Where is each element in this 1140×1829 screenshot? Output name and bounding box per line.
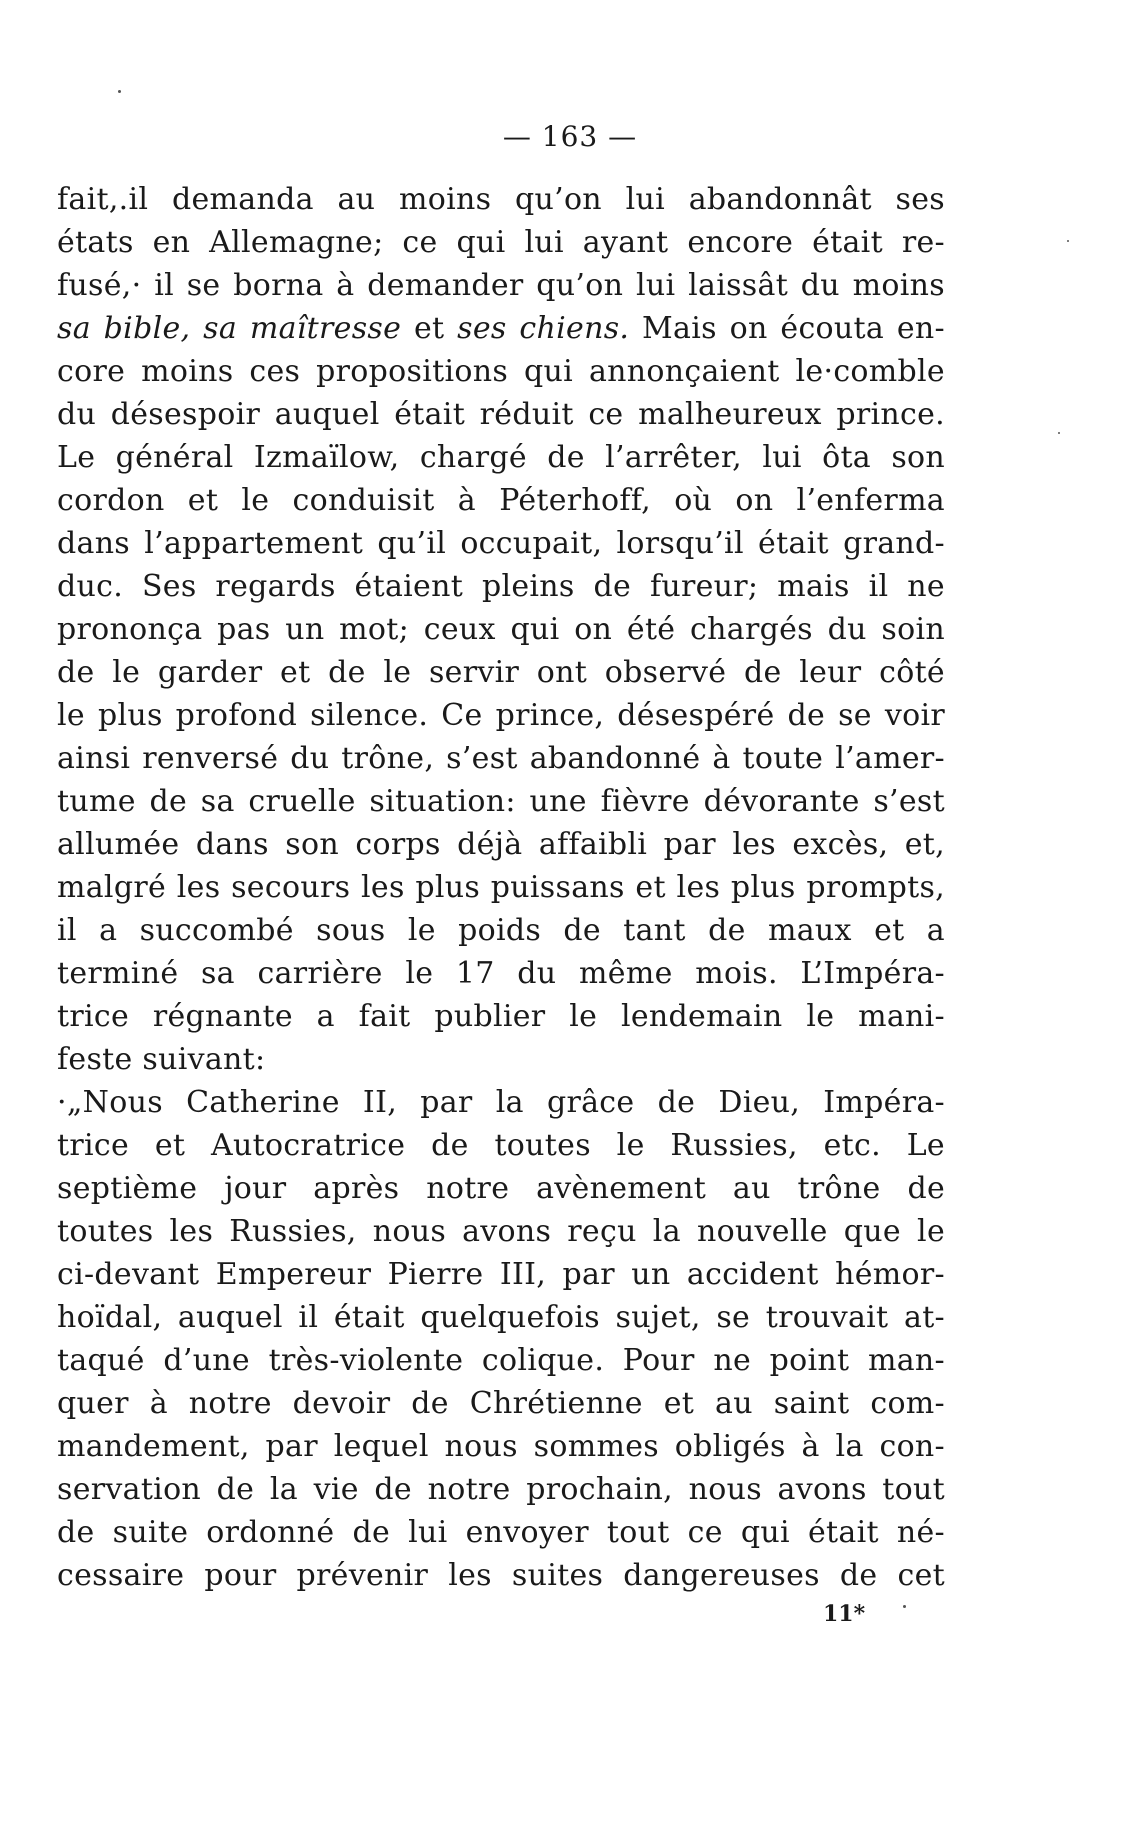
text-line: septième jour après notre avènement au trône de <box>57 1171 945 1206</box>
text-line: mandement, par lequel nous sommes obligés à la con- <box>57 1429 945 1464</box>
text-line: de le garder et de le servir ont observé de leur côté <box>57 655 945 690</box>
body-text <box>57 178 945 1597</box>
text-line: tume de sa cruelle situation: une fièvre dévorante s’est <box>57 784 945 819</box>
text-line: trice régnante a fait publier le lendemain le mani- <box>57 999 945 1034</box>
text-line: allumée dans son corps déjà affaibli par les excès, et, <box>57 827 945 862</box>
text-line: trice et Autocratrice de toutes le Russies, etc. Le <box>57 1128 945 1163</box>
text-line: sa bible, sa maîtresse et ses chiens. Mais on écouta en- <box>57 311 945 346</box>
text-line: ainsi renversé du trône, s’est abandonné à toute l’amer- <box>57 741 945 776</box>
text-line: il a succombé sous le poids de tant de maux et a <box>57 913 945 948</box>
text-line: servation de la vie de notre prochain, nous avons tout <box>57 1472 945 1507</box>
ink-speck <box>1058 432 1060 434</box>
text-line: taqué d’une très-violente colique. Pour ne point man- <box>57 1343 945 1378</box>
text-line: toutes les Russies, nous avons reçu la nouvelle que le <box>57 1214 945 1249</box>
text-line: terminé sa carrière le 17 du même mois. L’Impéra- <box>57 956 945 991</box>
signature-mark: 11* <box>823 1601 866 1627</box>
text-line: duc. Ses regards étaient pleins de fureur; mais il ne <box>57 569 945 604</box>
text-line: feste suivant: <box>57 1042 266 1077</box>
text-line: dans l’appartement qu’il occupait, lorsqu’il était grand- <box>57 526 945 561</box>
ink-speck <box>1067 240 1069 242</box>
text-line: de suite ordonné de lui envoyer tout ce qui était né- <box>57 1515 945 1550</box>
text-line: états en Allemagne; ce qui lui ayant encore était re- <box>57 225 945 260</box>
text-line: malgré les secours les plus puissans et les plus prompts, <box>57 870 945 905</box>
ink-speck <box>118 90 121 93</box>
text-line: fusé,· il se borna à demander qu’on lui laissât du moins <box>57 268 945 303</box>
text-line: prononça pas un mot; ceux qui on été chargés du soin <box>57 612 945 647</box>
text-line: fait,.il demanda au moins qu’on lui abandonnât ses <box>57 182 945 217</box>
text-line: ·„Nous Catherine II, par la grâce de Dieu, Impéra- <box>57 1085 945 1120</box>
text-line: Le général Izmaïlow, chargé de l’arrêter, lui ôta son <box>57 440 945 475</box>
text-line: du désespoir auquel était réduit ce malheureux prince. <box>57 397 945 432</box>
text-line: cessaire pour prévenir les suites dangereuses de cet <box>57 1558 945 1593</box>
text-line: core moins ces propositions qui annonçaient le·comble <box>57 354 945 389</box>
text-line: le plus profond silence. Ce prince, désespéré de se voir <box>57 698 945 733</box>
text-line: cordon et le conduisit à Péterhoff, où on l’enferma <box>57 483 945 518</box>
page-number: — 163 — <box>502 120 638 153</box>
text-line: hoïdal, auquel il était quelquefois sujet, se trouvait at- <box>57 1300 945 1335</box>
text-line: quer à notre devoir de Chrétienne et au saint com- <box>57 1386 945 1421</box>
ink-speck <box>903 1605 906 1608</box>
text-line: ci-devant Empereur Pierre III, par un accident hémor- <box>57 1257 945 1292</box>
